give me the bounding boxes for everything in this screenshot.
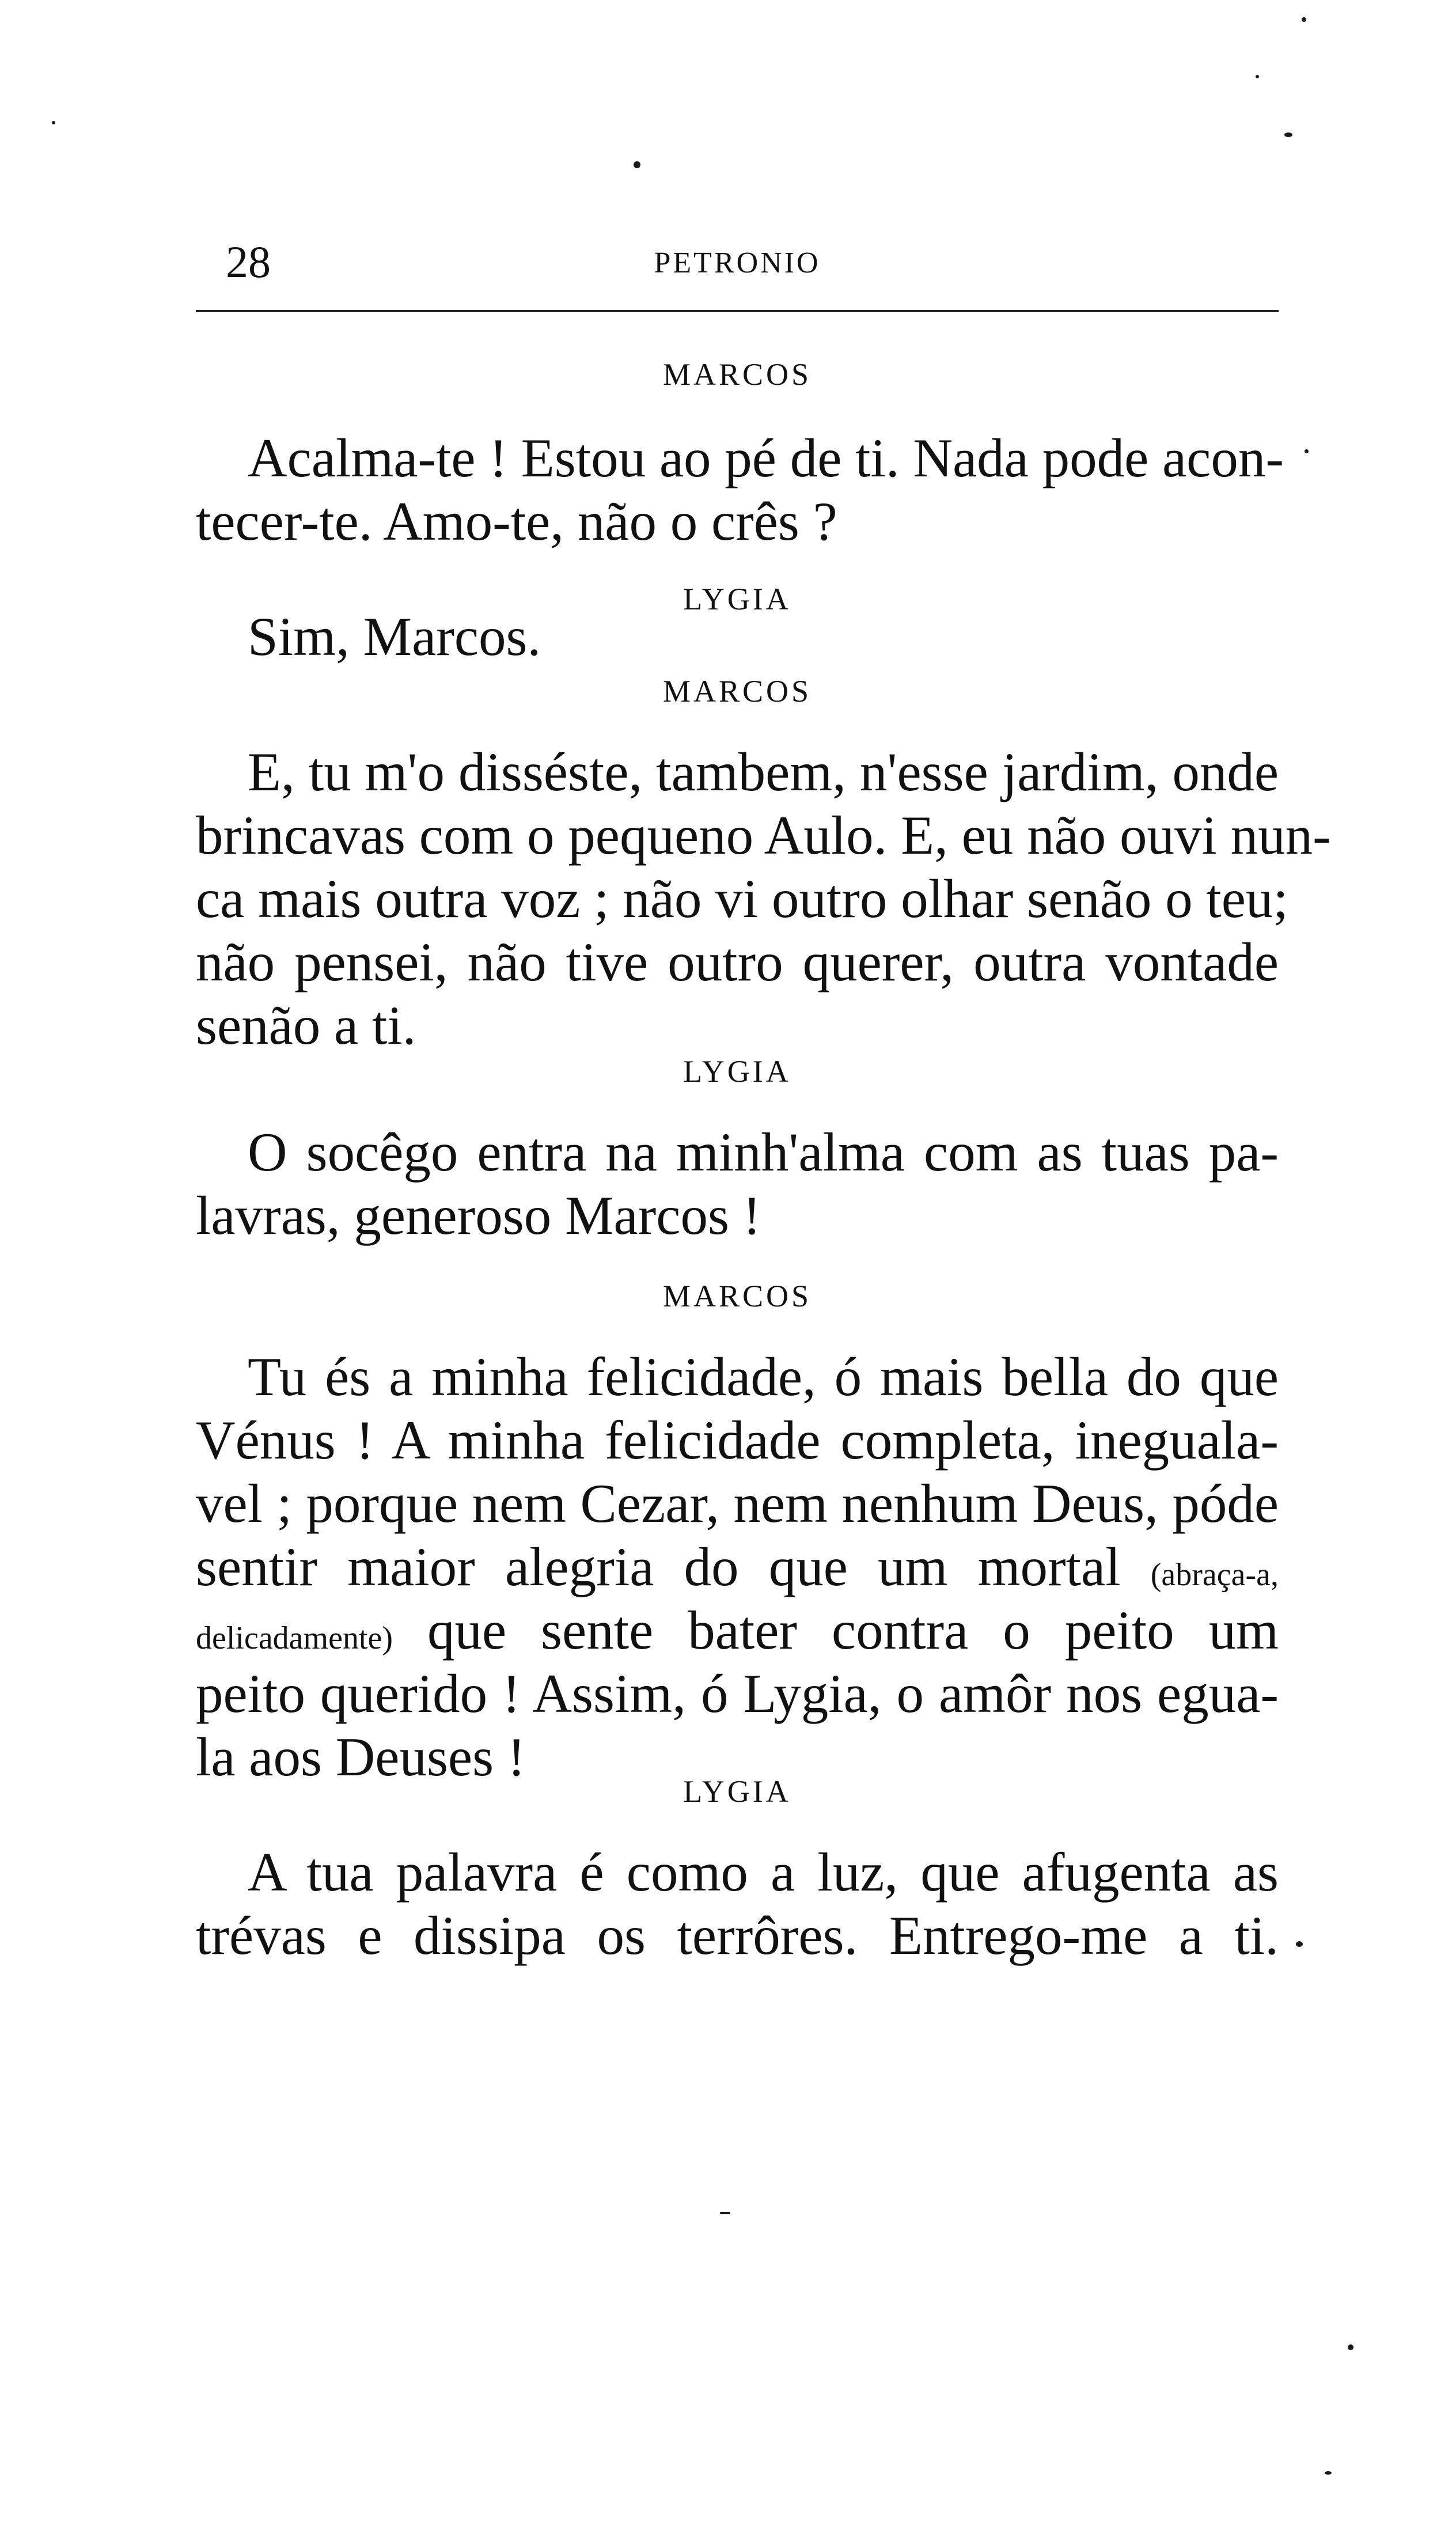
text-fragment: que sente bater contra o peito um	[427, 1600, 1279, 1661]
text-line: trévas e dissipa os terrôres. Entrego-me a ti.	[196, 1905, 1279, 1966]
stage-direction: delicadamente)	[196, 1620, 393, 1656]
scan-speck	[720, 2212, 730, 2214]
text-line: la aos Deuses !	[196, 1726, 526, 1787]
scan-speck	[1348, 2344, 1353, 2350]
text-line: vel ; porque nem Cezar, nem nenhum Deus, póde	[196, 1473, 1279, 1534]
text-line: ca mais outra voz ; não vi outro olhar senão o teu;	[196, 868, 1288, 929]
text-line: O socêgo entra na minh'alma com as tuas pa-	[248, 1122, 1279, 1183]
stage-direction: (abraça-a,	[1150, 1557, 1279, 1593]
scan-speck	[634, 161, 640, 168]
scan-speck	[1325, 2471, 1332, 2475]
text-line: peito querido ! Assim, ó Lygia, o amôr nos egua-	[196, 1663, 1279, 1724]
page-number: 28	[226, 237, 271, 287]
scan-speck	[1296, 1941, 1303, 1947]
text-line: lavras, generoso Marcos !	[196, 1185, 761, 1246]
text-line: brincavas com o pequeno Aulo. E, eu não ouvi nun-	[196, 805, 1331, 866]
text-line: Vénus ! A minha felicidade completa, inegualа-	[196, 1410, 1279, 1471]
header-rule	[196, 310, 1279, 312]
speaker-name: LYGIA	[683, 1774, 791, 1809]
text-line: Sim, Marcos.	[248, 606, 541, 667]
text-line: Acalma-te ! Estou ao pé de ti. Nada pode acon-	[248, 427, 1284, 488]
text-line	[196, 1598, 1279, 1670]
text-line: tecer-te. Amo-te, não o crês ?	[196, 491, 837, 552]
scan-speck	[1302, 17, 1306, 22]
text-line: E, tu m'o disséste, tambem, n'esse jardim, onde	[248, 741, 1279, 802]
speaker-name: MARCOS	[662, 674, 812, 709]
scan-speck	[1256, 75, 1259, 78]
scan-speck	[1305, 449, 1309, 453]
speaker-name: MARCOS	[662, 357, 812, 392]
speaker-name: LYGIA	[683, 582, 791, 616]
scan-speck	[1284, 132, 1292, 137]
text-line	[196, 1535, 1279, 1607]
text-line: A tua palavra é como a luz, que afugenta as	[248, 1842, 1279, 1903]
page-header	[196, 236, 1279, 288]
text-fragment: sentir maior alegria do que um mortal	[196, 1536, 1121, 1597]
text-line: Tu és a minha felicidade, ó mais bella do que	[248, 1346, 1279, 1407]
text-line: senão a ti.	[196, 995, 416, 1056]
speaker-name: MARCOS	[662, 1279, 812, 1313]
running-title: PETRONIO	[654, 247, 821, 279]
text-line: não pensei, não tive outro querer, outra vontade	[196, 931, 1279, 992]
speaker-name: LYGIA	[683, 1054, 791, 1089]
scan-speck	[52, 121, 55, 124]
